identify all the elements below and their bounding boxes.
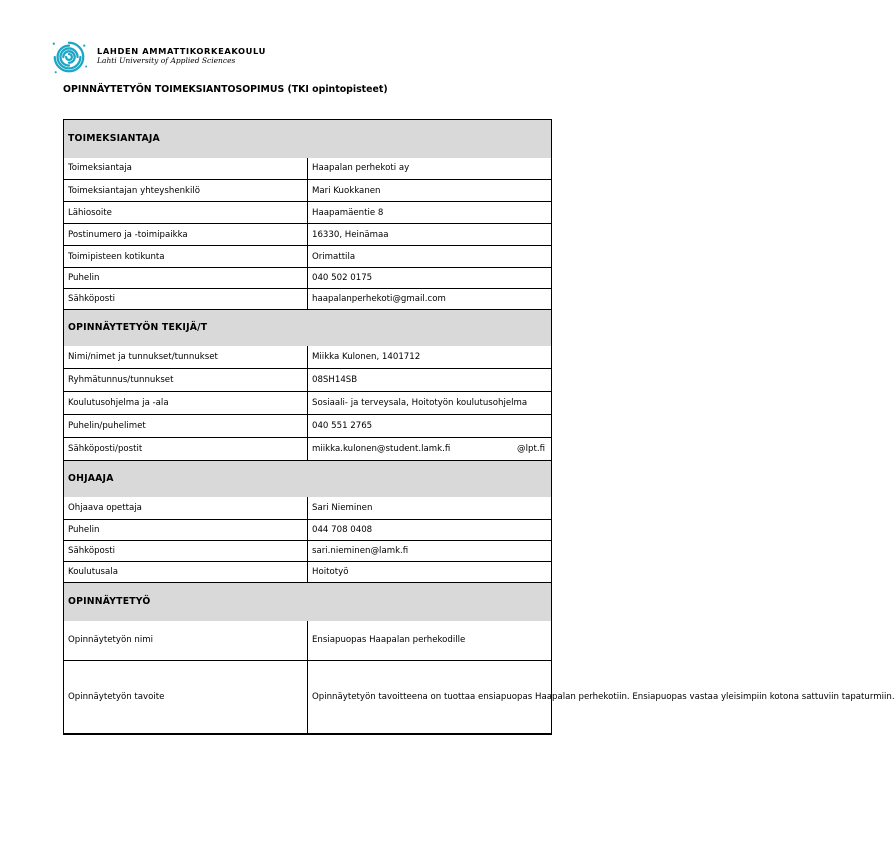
form-row (64, 661, 552, 734)
org-name: LAHDEN AMMATTIKORKEAKOULU (97, 46, 266, 56)
field-label: Sähköposti (64, 289, 308, 310)
field-label: Toimeksiantaja (64, 158, 308, 180)
form-row (64, 392, 552, 415)
field-label: Puhelin (64, 268, 308, 289)
field-label: Nimi/nimet ja tunnukset/tunnukset (64, 346, 308, 369)
field-label: Ohjaava opettaja (64, 497, 308, 520)
email-domain-suffix: @lpt.fi (517, 444, 545, 454)
section-title: OPINNÄYTETYÖN TEKIJÄ/T (64, 310, 552, 346)
section-title: TOIMEKSIANTAJA (64, 120, 552, 158)
form-row (64, 438, 552, 461)
field-value[interactable]: 040 551 2765 (308, 415, 552, 438)
form-row (64, 224, 552, 246)
field-label: Sähköposti (64, 541, 308, 562)
field-value[interactable]: Haapalan perhekoti ay (308, 158, 552, 180)
field-label: Opinnäytetyön tavoite (64, 661, 308, 734)
field-label: Postinumero ja -toimipaikka (64, 224, 308, 246)
field-label: Koulutusohjelma ja -ala (64, 392, 308, 415)
section-author-header (64, 310, 552, 346)
field-value[interactable]: 044 708 0408 (308, 520, 552, 541)
field-value[interactable]: 040 502 0175 (308, 268, 552, 289)
field-label: Sähköposti/postit (64, 438, 308, 461)
org-name-en: Lahti University of Applied Sciences (97, 56, 236, 65)
field-label: Koulutusala (64, 562, 308, 583)
form-row (64, 158, 552, 180)
field-value[interactable]: Ensiapuopas Haapalan perhekodille (308, 621, 552, 661)
field-label: Toimipisteen kotikunta (64, 246, 308, 268)
email-student: miikka.kulonen@student.lamk.fi (312, 444, 451, 454)
form-row (64, 268, 552, 289)
form-row (64, 541, 552, 562)
field-value[interactable]: Orimattila (308, 246, 552, 268)
field-value[interactable]: Miikka Kulonen, 1401712 (308, 346, 552, 369)
section-thesis-header (64, 583, 552, 621)
form-row (64, 180, 552, 202)
form-row (64, 621, 552, 661)
field-label: Opinnäytetyön nimi (64, 621, 308, 661)
field-label: Puhelin (64, 520, 308, 541)
field-value[interactable]: sari.nieminen@lamk.fi (308, 541, 552, 562)
field-value[interactable]: Sari Nieminen (308, 497, 552, 520)
field-label: Toimeksiantajan yhteyshenkilö (64, 180, 308, 202)
form-row (64, 562, 552, 583)
section-client-header (64, 120, 552, 158)
form-row (64, 246, 552, 268)
org-brand (97, 46, 266, 65)
field-value[interactable]: Haapamäentie 8 (308, 202, 552, 224)
lamk-logo-icon (50, 38, 88, 76)
field-label: Lähiosoite (64, 202, 308, 224)
form-row (64, 346, 552, 369)
section-title: OPINNÄYTETYÖ (64, 583, 552, 621)
form-row (64, 202, 552, 224)
agreement-form-table (63, 119, 895, 735)
field-value[interactable]: haapalanperhekoti@gmail.com (308, 289, 552, 310)
form-row (64, 369, 552, 392)
section-title: OHJAAJA (64, 461, 552, 497)
section-supervisor-header (64, 461, 552, 497)
field-label: Ryhmätunnus/tunnukset (64, 369, 308, 392)
field-value-email[interactable] (308, 438, 552, 461)
field-label: Puhelin/puhelimet (64, 415, 308, 438)
field-value[interactable]: Mari Kuokkanen (308, 180, 552, 202)
document-title: OPINNÄYTETYÖN TOIMEKSIANTOSOPIMUS (TKI opintopisteet) (63, 84, 388, 95)
field-value[interactable]: 08SH14SB (308, 369, 552, 392)
form-row (64, 520, 552, 541)
field-value[interactable]: Opinnäytetyön tavoitteena on tuottaa ensiapuopas Haapalan perhekotiin. Ensiapuopas vastaa yleisimpiin kotona sattuviin tapaturmiin. (308, 661, 552, 734)
form-row (64, 289, 552, 310)
field-value[interactable]: Hoitotyö (308, 562, 552, 583)
form-row (64, 415, 552, 438)
field-value[interactable]: Sosiaali- ja terveysala, Hoitotyön koulutusohjelma (308, 392, 552, 415)
form-row (64, 497, 552, 520)
field-value[interactable]: 16330, Heinämaa (308, 224, 552, 246)
